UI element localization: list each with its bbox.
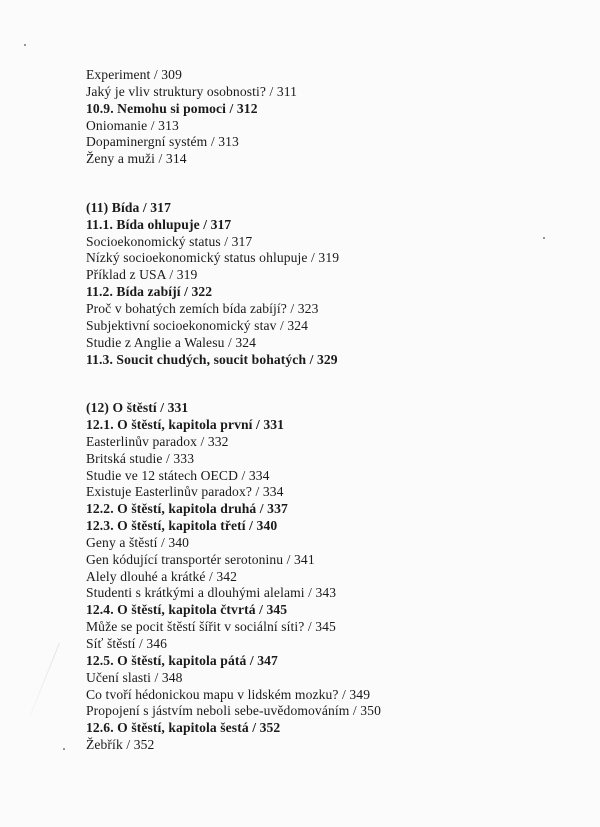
toc-heading: 10.9. Nemohu si pomoci / 312 <box>86 100 258 116</box>
toc-entry: Gen kódující transportér serotoninu / 341 <box>86 551 315 567</box>
section-gap <box>86 368 566 385</box>
toc-entry: Studie z Anglie a Walesu / 324 <box>86 334 257 350</box>
dust-speck <box>24 44 26 46</box>
toc-heading: 12.6. O štěstí, kapitola šestá / 352 <box>86 720 281 736</box>
toc-entry: Subjektivní socioekonomický stav / 324 <box>86 317 309 333</box>
toc-heading: 12.5. O štěstí, kapitola pátá / 347 <box>86 652 278 668</box>
toc-entry: Příklad z USA / 319 <box>86 267 198 283</box>
toc-entry: Existuje Easterlinův paradox? / 334 <box>86 484 284 500</box>
toc-section-chapter-11 <box>86 200 566 368</box>
toc-entry: Co tvoří hédonickou mapu v lidském mozku? / 349 <box>86 686 371 702</box>
section-gap <box>86 185 566 200</box>
scan-artifact <box>29 643 60 718</box>
toc-entry: Easterlinův paradox / 332 <box>86 433 229 449</box>
toc-heading: 12.4. O štěstí, kapitola čtvrtá / 345 <box>86 602 288 618</box>
toc-entry: Britská studie / 333 <box>86 450 195 466</box>
toc-entry: Oniomanie / 313 <box>86 117 179 133</box>
dust-speck <box>63 748 65 750</box>
toc-entry: Učení slasti / 348 <box>86 669 183 685</box>
toc-entry: Propojení s jástvím neboli sebe-uvědomováním / 350 <box>86 703 381 719</box>
toc-heading: 11.1. Bída ohlupuje / 317 <box>86 216 232 232</box>
toc-entry: Studie ve 12 státech OECD / 334 <box>86 467 270 483</box>
toc-entry: Ženy a muži / 314 <box>86 151 187 167</box>
toc-entry: Dopaminergní systém / 313 <box>86 134 239 150</box>
toc-entry: Žebřík / 352 <box>86 737 155 753</box>
toc-heading: 12.1. O štěstí, kapitola první / 331 <box>86 417 285 433</box>
toc-entry: Socioekonomický status / 317 <box>86 233 253 249</box>
toc-entry: Experiment / 309 <box>86 67 182 82</box>
toc-entry: Jaký je vliv struktury osobnosti? / 311 <box>86 83 298 99</box>
toc-heading: (12) O štěstí / 331 <box>86 400 189 416</box>
toc-entry: Alely dlouhé a krátké / 342 <box>86 568 238 584</box>
section-gap <box>86 385 566 400</box>
toc-heading: (11) Bída / 317 <box>86 199 171 215</box>
section-gap <box>86 168 566 185</box>
toc-section-chapter-12 <box>86 400 566 754</box>
toc-heading: 11.3. Soucit chudých, soucit bohatých / 329 <box>86 351 338 367</box>
toc-entry: Studenti s krátkými a dlouhými alelami / 343 <box>86 585 337 601</box>
toc-heading: 11.2. Bída zabíjí / 322 <box>86 284 213 300</box>
toc-heading: 12.3. O štěstí, kapitola třetí / 340 <box>86 518 278 534</box>
toc-heading: 12.2. O štěstí, kapitola druhá / 337 <box>86 501 288 517</box>
toc-entry: Nízký socioekonomický status ohlupuje / 319 <box>86 250 340 266</box>
toc-entry: Síť štěstí / 346 <box>86 636 168 651</box>
toc-section-chapter-10-end <box>86 67 566 168</box>
toc-entry: Geny a štěstí / 340 <box>86 534 190 550</box>
toc-entry: Může se pocit štěstí šířit v sociální síti? / 345 <box>86 619 336 635</box>
table-of-contents <box>86 67 566 754</box>
toc-entry: Proč v bohatých zemích bída zabíjí? / 323 <box>86 300 319 316</box>
